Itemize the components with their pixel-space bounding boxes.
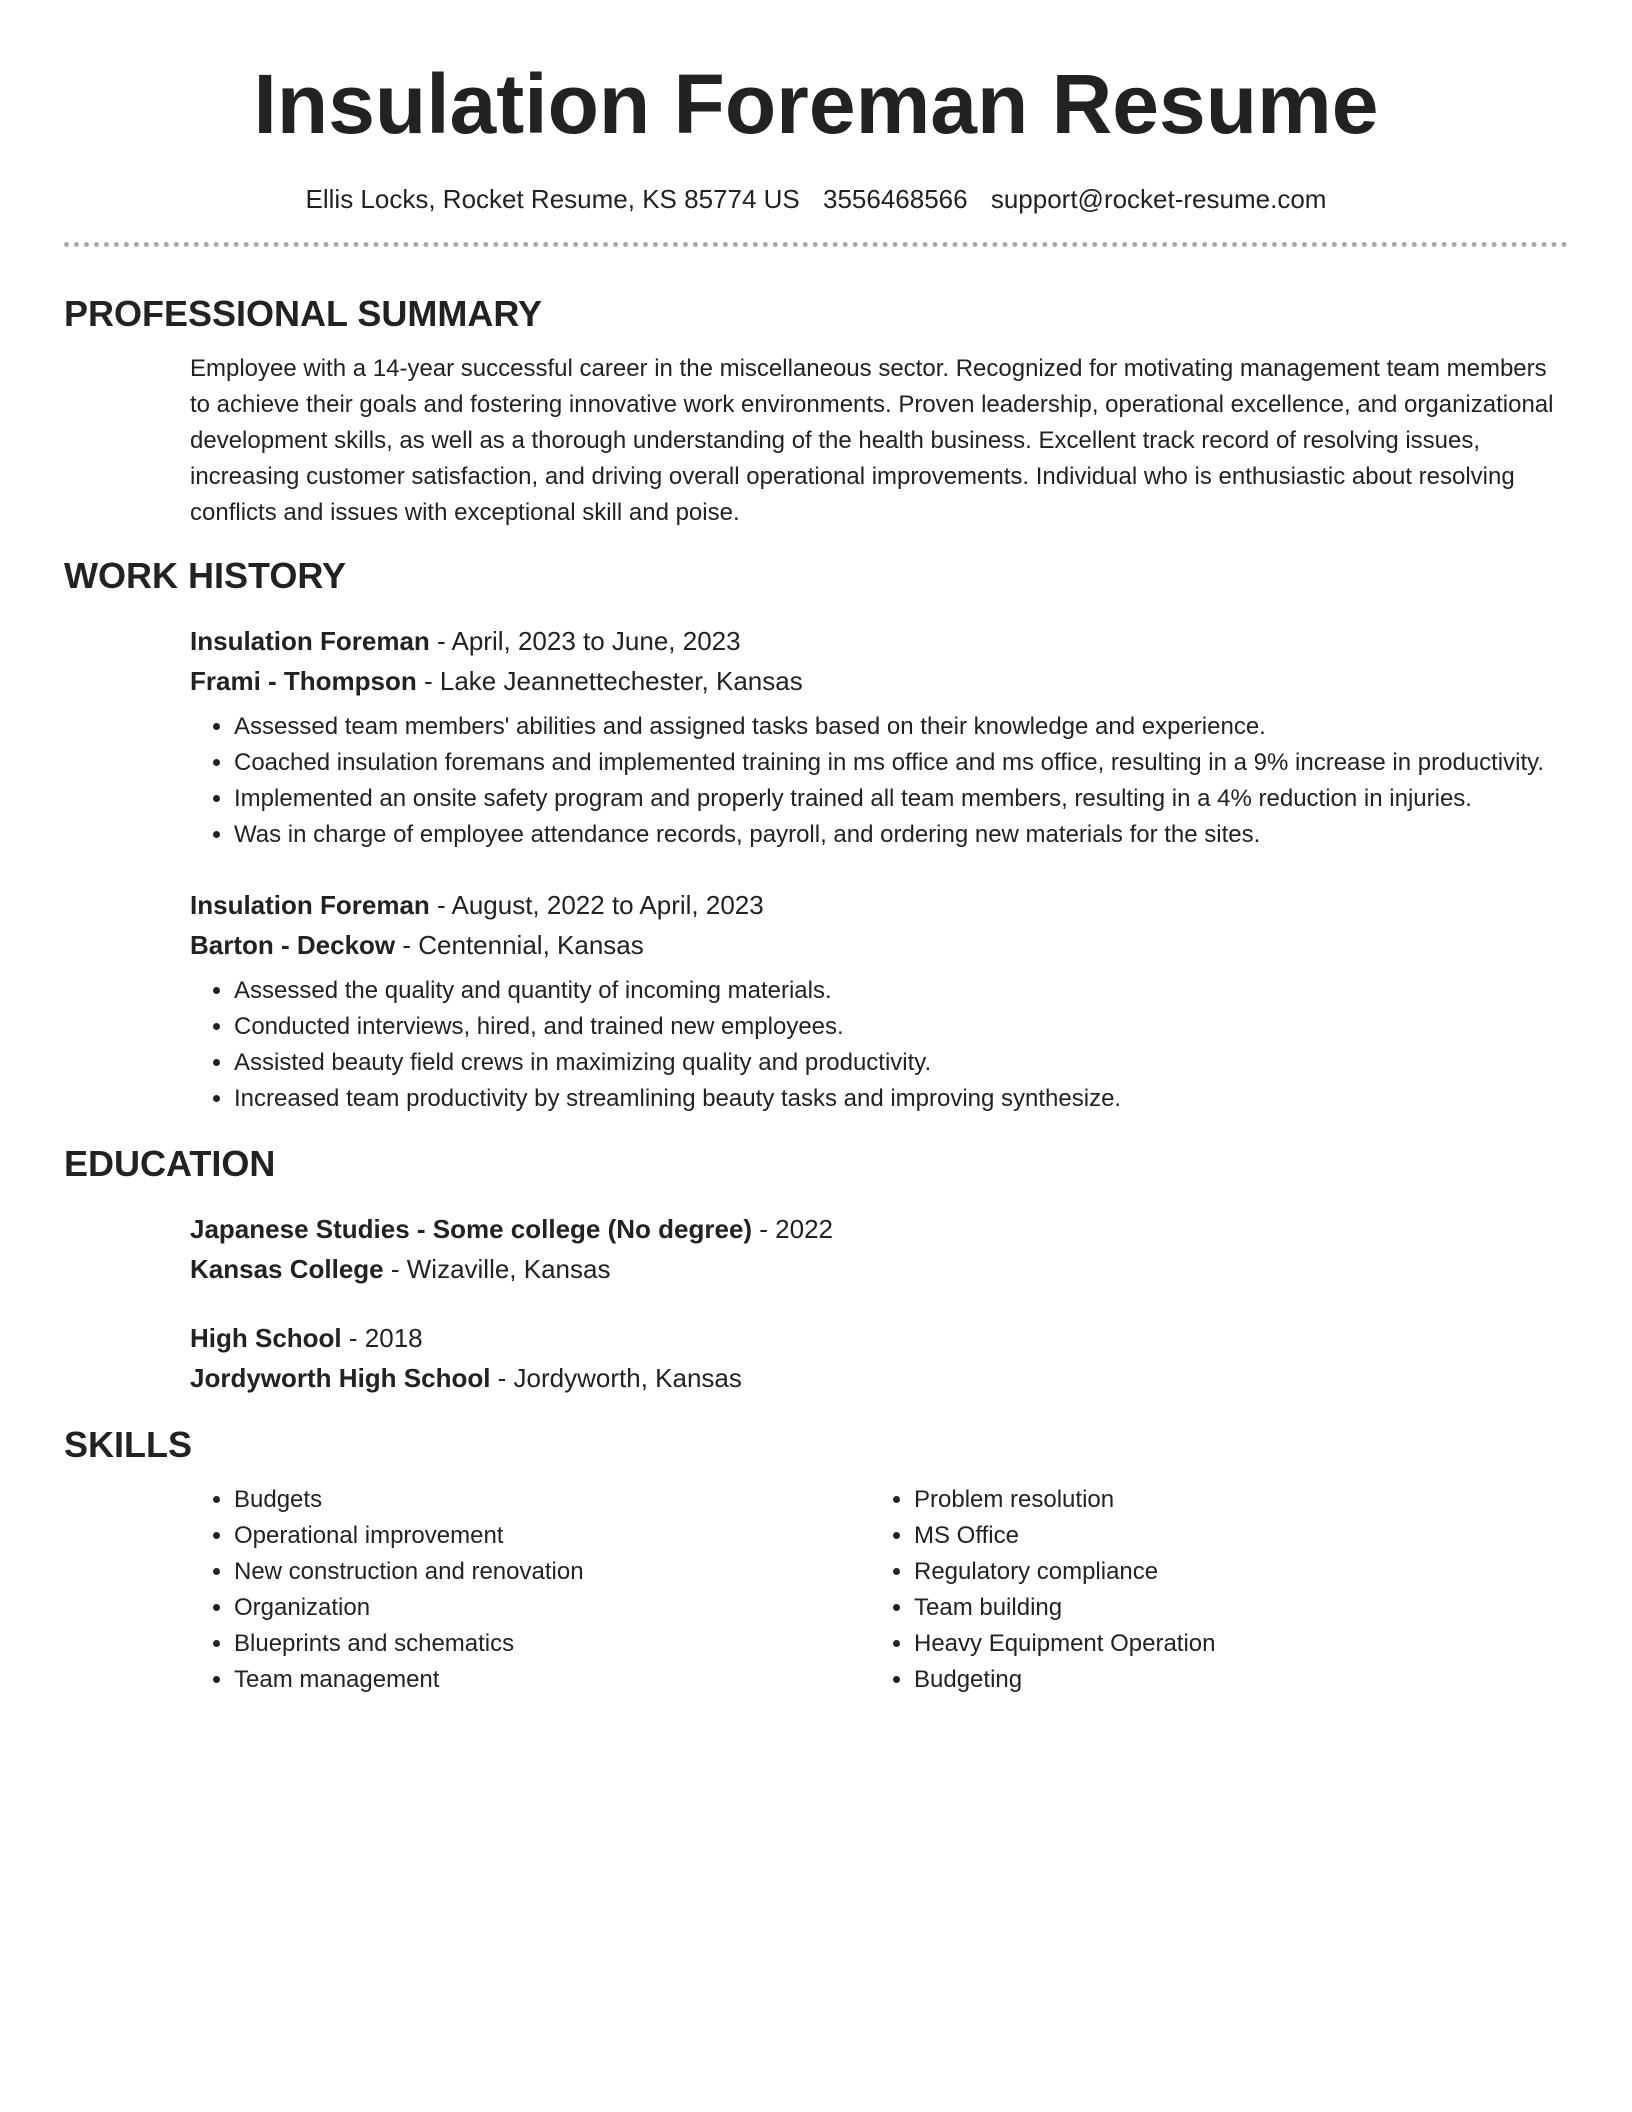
summary-section (64, 291, 1568, 531)
education-school: Jordyworth High School (190, 1363, 491, 1393)
skill-item: • Team management (234, 1662, 870, 1698)
skill-item: • Regulatory compliance (914, 1554, 1550, 1590)
job-entry (190, 885, 1568, 1117)
job-title: Insulation Foreman (190, 890, 430, 920)
work-history-section (64, 553, 1568, 1117)
job-bullet: • Was in charge of employee attendance records, payroll, and ordering new materials for the sites. (234, 817, 1568, 853)
education-school-line (190, 1249, 1568, 1289)
contact-line (0, 182, 1632, 216)
skill-item: • Organization (234, 1590, 870, 1626)
skills-list-left (190, 1482, 870, 1698)
summary-text: Employee with a 14-year successful career in the miscellaneous sector. Recognized for motivating management team members to achieve their goals and fostering innovative work environments. Proven leadership, operational excellence, and organizational development skills, as well as a thorough understanding of the health business. Excellent track record of resolving issues, increasing customer satisfaction, and driving overall operational improvements. Individual who is enthusiastic about resolving conflicts and issues with exceptional skill and poise. (190, 355, 1554, 526)
education-section (64, 1141, 1568, 1398)
education-degree: High School (190, 1323, 342, 1353)
skills-section (64, 1422, 1568, 1698)
education-year: - 2018 (341, 1323, 423, 1353)
education-school: Kansas College (190, 1254, 384, 1284)
work-history-heading: WORK HISTORY (64, 555, 347, 596)
job-dates: - April, 2023 to June, 2023 (429, 626, 741, 656)
job-bullet: • Coached insulation foremans and implemented training in ms office and ms office, resulting in a 9% increase in productivity. (234, 745, 1568, 781)
skill-item: • Operational improvement (234, 1518, 870, 1554)
skills-grid (190, 1482, 1568, 1698)
skill-item: • New construction and renovation (234, 1554, 870, 1590)
job-bullet: • Assessed team members' abilities and assigned tasks based on their knowledge and experience. (234, 709, 1568, 745)
education-school-line (190, 1358, 1568, 1398)
resume-header (0, 0, 1632, 216)
job-company: Barton - Deckow (190, 930, 396, 960)
job-bullet: • Conducted interviews, hired, and trained new employees. (234, 1009, 1568, 1045)
education-degree-line (190, 1209, 1568, 1249)
work-history-body (190, 621, 1568, 1117)
skill-item: • Problem resolution (914, 1482, 1550, 1518)
contact-email: support@rocket-resume.com (990, 184, 1327, 214)
education-entry (190, 1209, 1568, 1289)
education-degree: Japanese Studies - Some college (No degree) (190, 1214, 753, 1244)
job-company-line (190, 661, 1568, 701)
job-company: Frami - Thompson (190, 666, 417, 696)
job-entry (190, 621, 1568, 853)
education-body (190, 1209, 1568, 1398)
summary-body (190, 351, 1568, 531)
job-title-line (190, 621, 1568, 661)
job-company-line (190, 925, 1568, 965)
skills-column-right (870, 1482, 1550, 1698)
job-bullets (190, 709, 1568, 853)
skill-item: • Budgets (234, 1482, 870, 1518)
education-entry (190, 1318, 1568, 1398)
skills-body (190, 1482, 1568, 1698)
contact-address: Ellis Locks, Rocket Resume, KS 85774 US (305, 184, 800, 214)
skills-column-left (190, 1482, 870, 1698)
job-location: - Lake Jeannettechester, Kansas (416, 666, 803, 696)
skills-list-right (870, 1482, 1550, 1698)
job-bullet: • Increased team productivity by streamlining beauty tasks and improving synthesize. (234, 1081, 1568, 1117)
education-location: - Wizaville, Kansas (383, 1254, 611, 1284)
skill-item: • Team building (914, 1590, 1550, 1626)
resume-title: Insulation Foreman Resume (253, 57, 1379, 151)
skill-item: • MS Office (914, 1518, 1550, 1554)
job-bullet: • Implemented an onsite safety program and properly trained all team members, resulting in a 4% reduction in injuries. (234, 781, 1568, 817)
job-bullets (190, 973, 1568, 1117)
education-heading: EDUCATION (64, 1143, 276, 1184)
education-degree-line (190, 1318, 1568, 1358)
job-title: Insulation Foreman (190, 626, 430, 656)
skill-item: • Budgeting (914, 1662, 1550, 1698)
header-divider (64, 242, 1568, 247)
summary-heading: PROFESSIONAL SUMMARY (64, 293, 543, 334)
job-bullet: • Assessed the quality and quantity of incoming materials. (234, 973, 1568, 1009)
education-year: - 2022 (752, 1214, 834, 1244)
education-location: - Jordyworth, Kansas (490, 1363, 742, 1393)
job-dates: - August, 2022 to April, 2023 (429, 890, 764, 920)
contact-phone: 3556468566 (822, 184, 968, 214)
skill-item: • Heavy Equipment Operation (914, 1626, 1550, 1662)
skills-heading: SKILLS (64, 1424, 193, 1465)
job-bullet: • Assisted beauty field crews in maximizing quality and productivity. (234, 1045, 1568, 1081)
job-location: - Centennial, Kansas (395, 930, 644, 960)
job-title-line (190, 885, 1568, 925)
skill-item: • Blueprints and schematics (234, 1626, 870, 1662)
